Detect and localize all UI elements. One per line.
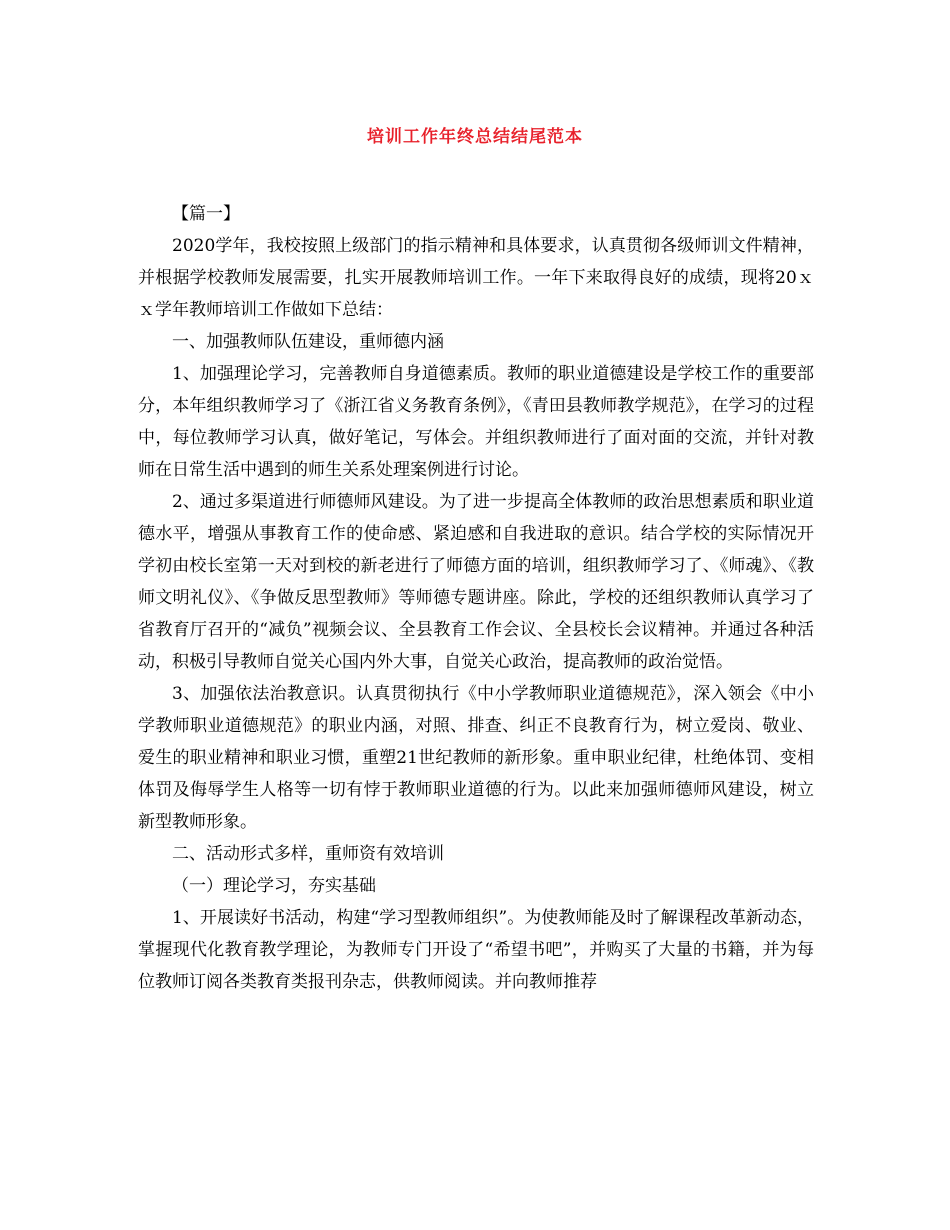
section-label: 【篇一】: [172, 204, 240, 224]
paragraph-law-awareness: 3、加强依法治教意识。认真贯彻执行《中小学教师职业道德规范》，深入领会《中小学教师职业道德规范》的职业内涵，对照、排查、纠正不良教育行为，树立爱岗、敬业、爱生的职业精神和职业习惯，重塑21世纪教师的新形象。重申职业纪律，杜绝体罚、变相体罚及侮辱学生人格等一切有悖于教师职业道德的行为。以此来加强师德师风建设，树立新型教师形象。: [138, 684, 814, 832]
document-title: 培训工作年终总结结尾范本: [367, 127, 583, 147]
heading-section-1: 一、加强教师队伍建设，重师德内涵: [172, 332, 444, 352]
subheading-theory: （一）理论学习，夯实基础: [172, 876, 376, 896]
heading-section-2: 二、活动形式多样，重师资有效培训: [172, 844, 444, 864]
document-body: [138, 198, 814, 998]
paragraph-intro: 2020学年，我校按照上级部门的指示精神和具体要求，认真贯彻各级师训文件精神，并根据学校教师发展需要，扎实开展教师培训工作。一年下来取得良好的成绩，现将20ｘｘ学年教师培训工作做如下总结：: [138, 236, 814, 320]
paragraph-reading-activity: 1、开展读好书活动，构建“学习型教师组织”。为使教师能及时了解课程改革新动态，掌握现代化教育教学理论，为教师专门开设了“希望书吧”，并购买了大量的书籍，并为每位教师订阅各类教育类报刊杂志，供教师阅读。并向教师推荐: [138, 908, 814, 992]
paragraph-theory-study: 1、加强理论学习，完善教师自身道德素质。教师的职业道德建设是学校工作的重要部分，本年组织教师学习了《浙江省义务教育条例》，《青田县教师教学规范》，在学习的过程中，每位教师学习认真，做好笔记，写体会。并组织教师进行了面对面的交流，并针对教师在日常生活中遇到的师生关系处理案例进行讨论。: [138, 364, 814, 480]
paragraph-ethics-building: 2、通过多渠道进行师德师风建设。为了进一步提高全体教师的政治思想素质和职业道德水平，增强从事教育工作的使命感、紧迫感和自我进取的意识。结合学校的实际情况开学初由校长室第一天对到校的新老进行了师德方面的培训，组织教师学习了、《师魂》、《教师文明礼仪》、《争做反思型教师》等师德专题讲座。除此，学校的还组织教师认真学习了省教育厅召开的“减负”视频会议、全县教育工作会议、全县校长会议精神。并通过各种活动，积极引导教师自觉关心国内外大事，自觉关心政治，提高教师的政治觉悟。: [138, 492, 814, 672]
